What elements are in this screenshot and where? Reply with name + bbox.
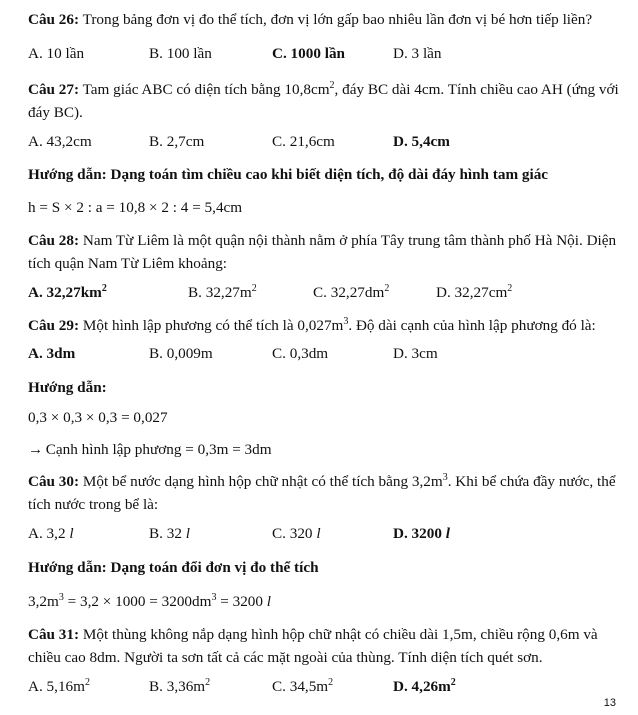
question-30-text-a: Một bể nước dạng hình hộp chữ nhật có thể tích bằng 3,2m xyxy=(79,473,443,490)
option-28-c: C. $32,27dm^2$ xyxy=(313,283,390,301)
option-30-b: B. 32 l xyxy=(149,525,190,542)
question-31-options xyxy=(28,676,628,698)
solution-29-step2-text: Cạnh hình lập phương = 0,3m = 3dm xyxy=(45,441,272,458)
option-27-d: D. 5,4cm xyxy=(393,133,450,150)
question-31-text: Một thùng không nắp dạng hình hộp chữ nhật có chiều dài 1,5m, chiều rộng 0,6m và chiều cao 8dm. Người ta sơn tất cả các mặt ngoài của thùng. Tính diện tích quét sơn. xyxy=(28,626,598,666)
question-28 xyxy=(28,229,628,275)
question-31-label: Câu 31: xyxy=(28,626,80,643)
arrow-right-icon: → xyxy=(28,441,44,458)
guide-29: Hướng dẫn: xyxy=(28,379,107,396)
guide-27: Hướng dẫn: Dạng toán tìm chiều cao khi biết diện tích, độ dài đáy hình tam giác xyxy=(28,166,549,183)
question-30-label: Câu 30: xyxy=(28,473,80,490)
solution-30: $3,2m^3 = 3,2 \times 1000 = 3200dm^3 = 3200$ l xyxy=(28,592,272,610)
option-26-d: D. 3 lần xyxy=(393,45,442,62)
guide-30: Hướng dẫn: Dạng toán đổi đơn vị đo thể tích xyxy=(28,559,319,576)
option-30-d: D. 3200 l xyxy=(393,525,450,542)
option-29-c: C. 0,3dm xyxy=(272,345,329,362)
solution-29-step1: 0,3 × 0,3 × 0,3 = 0,027 xyxy=(28,409,168,426)
page-number: 13 xyxy=(603,697,616,709)
option-31-c: C. $34,5m^2$ xyxy=(272,677,334,695)
option-29-b: B. 0,009m xyxy=(149,345,213,362)
option-26-c: C. 1000 lần xyxy=(272,45,345,62)
question-26-options xyxy=(28,43,628,65)
question-26-label: Câu 26: xyxy=(28,11,80,28)
question-27-text-b: , đáy BC dài 4cm. Tính chiều cao AH (ứng với đáy BC). xyxy=(28,81,619,121)
question-30-options xyxy=(28,523,628,545)
option-28-b: B. $32,27m^2$ xyxy=(188,283,257,301)
option-31-a: A. $5,16m^2$ xyxy=(28,677,90,695)
option-30-a: A. 3,2 l xyxy=(28,525,74,542)
solution-29-step2 xyxy=(28,438,628,461)
question-26 xyxy=(28,8,628,31)
question-29-text-a: Một hình lập phương có thể tích là 0,027m xyxy=(79,317,344,334)
question-29-sup: 3 xyxy=(343,316,349,327)
solution-27: h = S × 2 : a = 10,8 × 2 : 4 = 5,4cm xyxy=(28,199,243,216)
option-27-a: A. 43,2cm xyxy=(28,133,92,150)
question-26-text: Trong bảng đơn vị đo thể tích, đơn vị lớn gấp bao nhiêu lần đơn vị bé hơn tiếp liền? xyxy=(79,11,593,28)
question-29-text-b: . Độ dài cạnh của hình lập phương đó là: xyxy=(348,317,596,334)
question-27-text-a: Tam giác ABC có diện tích bằng 10,8cm xyxy=(79,81,330,98)
option-27-c: C. 21,6cm xyxy=(272,133,335,150)
question-27-sup: 2 xyxy=(329,80,335,91)
option-26-a: A. 10 lần xyxy=(28,45,85,62)
option-29-a: A. 3dm xyxy=(28,345,76,362)
question-31 xyxy=(28,623,628,669)
question-27-options xyxy=(28,131,628,153)
question-27-label: Câu 27: xyxy=(28,81,80,98)
option-27-b: B. 2,7cm xyxy=(149,133,205,150)
question-30 xyxy=(28,470,628,516)
question-30-text-b: . Khi bể chứa đầy nước, thể tích nước trong bể là: xyxy=(28,473,616,513)
option-31-b: B. $3,36m^2$ xyxy=(149,677,211,695)
question-29-label: Câu 29: xyxy=(28,317,80,334)
question-30-sup: 3 xyxy=(442,472,448,483)
option-29-d: D. 3cm xyxy=(393,345,438,362)
question-29-options xyxy=(28,343,628,365)
question-28-label: Câu 28: xyxy=(28,232,80,249)
question-28-options xyxy=(28,282,628,304)
question-27 xyxy=(28,78,628,124)
option-30-c: C. 320 l xyxy=(272,525,321,542)
option-28-d: D. $32,27cm^2$ xyxy=(436,283,513,301)
option-26-b: B. 100 lần xyxy=(149,45,212,62)
question-29 xyxy=(28,314,628,337)
question-28-text: Nam Từ Liêm là một quận nội thành nằm ở phía Tây trung tâm thành phố Hà Nội. Diện tích quận Nam Từ Liêm khoảng: xyxy=(28,232,617,272)
option-31-d: D. $4,26m^2$ xyxy=(393,677,456,695)
option-28-a: A. $32,27km^2$ xyxy=(28,283,107,301)
